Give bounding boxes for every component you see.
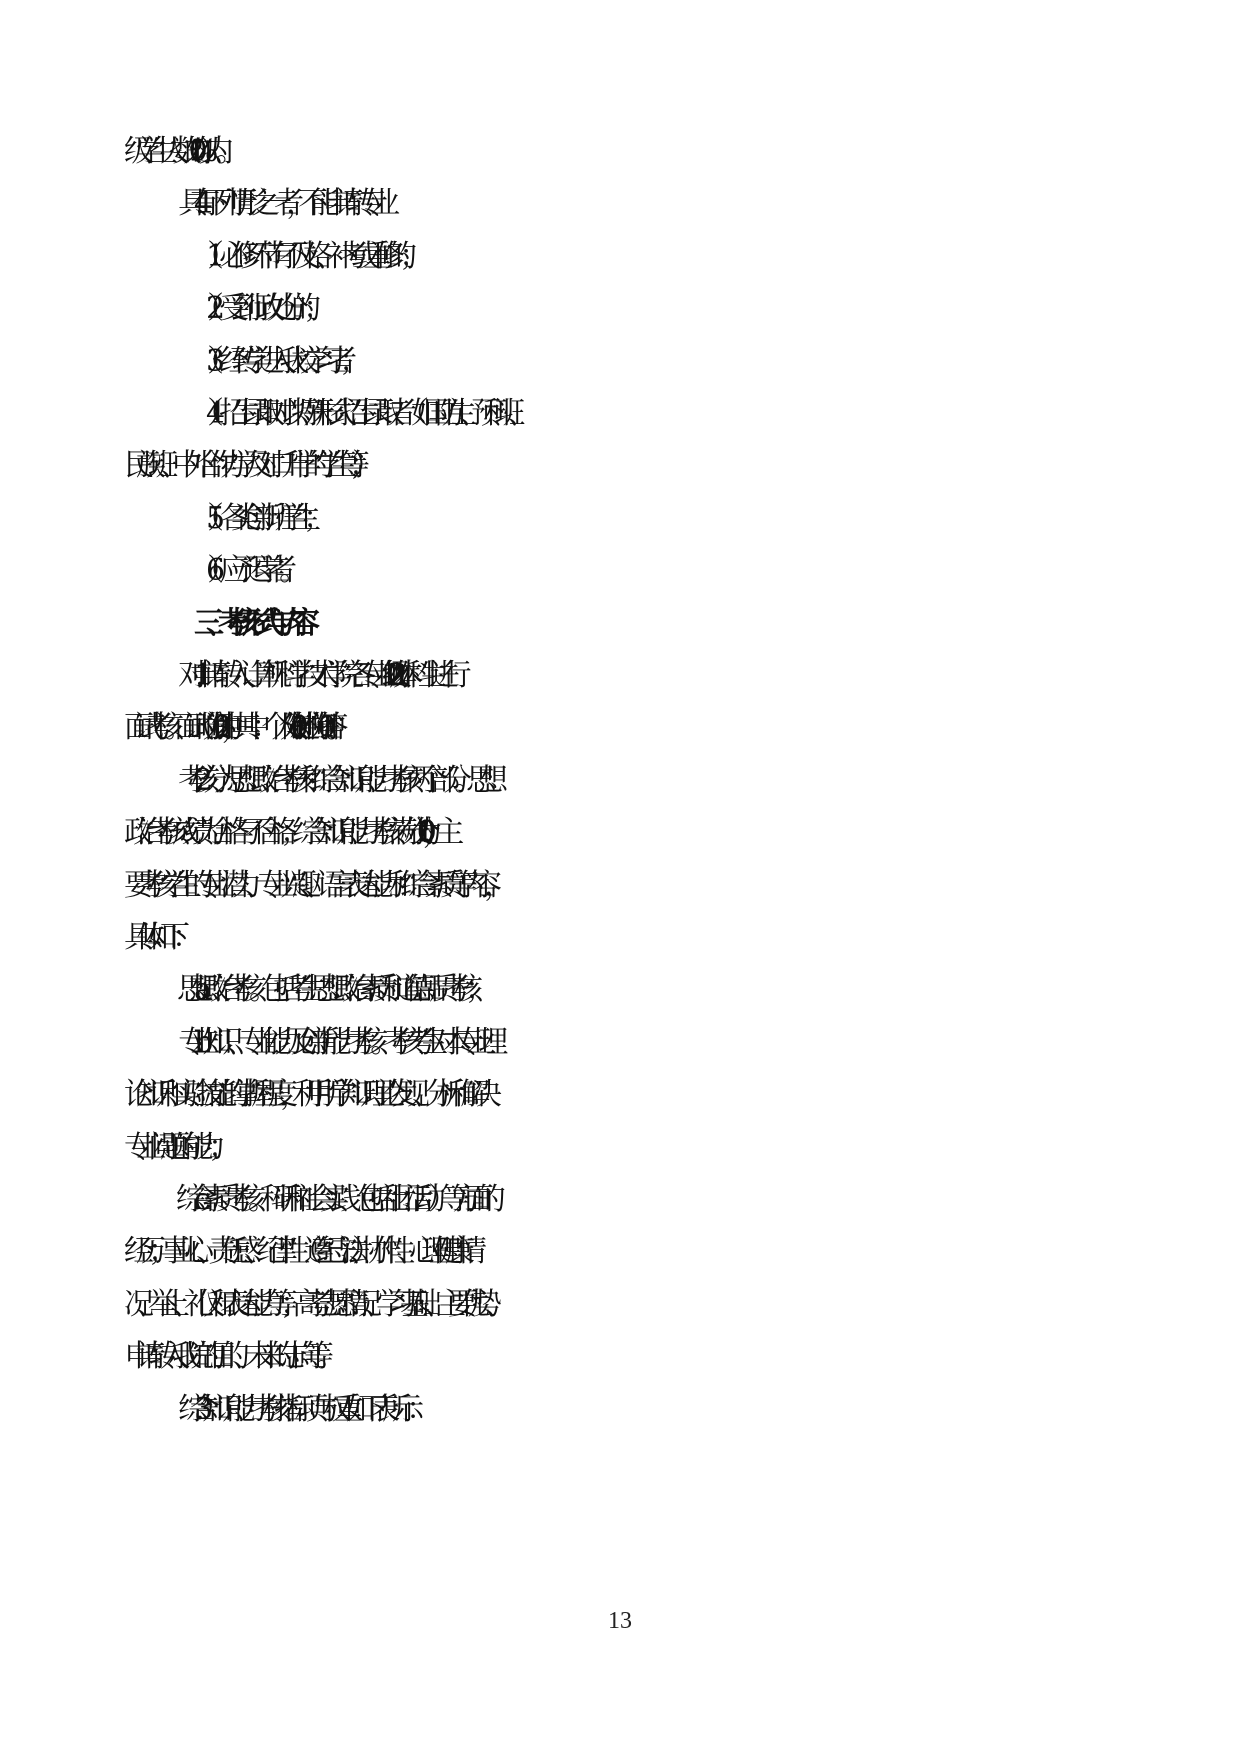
paragraph-line: 级学生人数的 10% 以内。: [124, 134, 228, 169]
paragraph-line: 1. 对申请转入计算机科学技术学院各专业的 2022 级本科生进行: [194, 658, 454, 693]
paragraph-line: 2. 考核分为思想政治考核和综合知识能力考核两个部分。思想: [194, 763, 491, 798]
list-item: （3）经转学进入我校学习者；: [194, 344, 352, 379]
section-heading: 三、考核形式与内容: [194, 606, 302, 641]
list-item: c. 综合素质考核。科研和社会实践（包括社团活动）等方面的: [194, 1182, 488, 1217]
list-item: b. 专业知识、专业能力及创新能力考核。考核考生对本专业理: [194, 1025, 491, 1060]
list-item-continuation: 民族班、中外合作办学及对口升学的学生等）；: [124, 448, 361, 483]
list-item: （1）必修环节有不及格、补考或重修的；: [194, 239, 412, 274]
list-item-continuation: 申请转入我院的目的、未来的志向等。: [124, 1339, 328, 1374]
paragraph-line: 要考核学生的专业潜力、专业兴趣、语言表达能力和综合素质等内容，: [124, 868, 496, 903]
page-number: 13: [608, 1608, 632, 1634]
paragraph-line: 面试考核。面试时间为 20 分钟，其中：个人陈述 10 分钟、问答 10 分钟。: [124, 710, 336, 745]
list-item: （5）各类创新班学生；: [194, 501, 316, 536]
list-item: （4）招生录取时以特殊形式招生录取者（如国防生、预科班、: [194, 396, 520, 431]
list-item-continuation: 专业问题的能力；: [124, 1130, 220, 1165]
list-item-continuation: 经历；事业心、责任感、纪律性（遵纪守法）、协作性、心理健康情: [124, 1234, 469, 1269]
paragraph-line: 具体如下：: [124, 920, 184, 955]
paragraph-line: 政治考核成绩为合格与不合格；综合知识能力考核满分为 100 分，主: [124, 815, 447, 850]
list-item-continuation: 论知识和实验技能的掌握程度，利用所学知识理论发现、分析和解决: [124, 1077, 484, 1112]
paragraph-line: 3. 综合知识能力考核指标项与权重如下表所示：: [194, 1392, 419, 1427]
list-item-continuation: 况、举止、礼仪和表达能力等；高考志愿情况、学习基础、主要优势、: [124, 1287, 496, 1322]
list-item-heading: 4. 具有下列情形之一者，不能申请转专业: [194, 186, 383, 221]
list-item: a. 思想政治考核。包括考生思想政治素质和道德品质考核；: [194, 972, 477, 1007]
list-item: （6）应予退学者。: [194, 553, 292, 588]
list-item: （2）受到行政处分的；: [194, 291, 316, 326]
